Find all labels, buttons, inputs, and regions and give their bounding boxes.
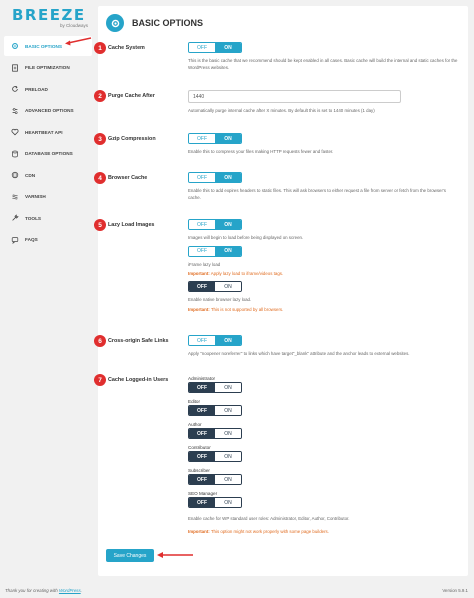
role-toggle[interactable] <box>188 497 242 508</box>
toggle-off[interactable]: OFF <box>189 134 215 143</box>
arrow-annotation-sidebar <box>64 36 92 46</box>
page-title: BASIC OPTIONS <box>132 18 204 28</box>
sidebar-item-tools[interactable] <box>4 208 92 228</box>
toggle-on[interactable]: ON <box>215 498 241 507</box>
sidebar-item-label: FILE OPTIMIZATION <box>25 65 70 70</box>
sidebar-item-label: BASIC OPTIONS <box>25 43 62 49</box>
option-description: Enable this to compress your files making HTTP requests fewer and faster. <box>188 149 334 154</box>
sidebar-item-cdn[interactable] <box>4 165 92 185</box>
gear-icon <box>10 42 19 51</box>
native-warning: Important: This is not supported by all browsers. <box>188 306 284 312</box>
toggle-on[interactable]: ON <box>215 220 241 229</box>
page-header <box>106 14 203 32</box>
role-label: Administrator <box>188 376 216 381</box>
iframe-lazy-load-toggle[interactable] <box>188 246 242 257</box>
sidebar-item-label: VARNISH <box>25 194 46 199</box>
role-toggle[interactable] <box>188 451 242 462</box>
lazy-load-toggle[interactable] <box>188 219 242 230</box>
sidebar-item-varnish[interactable] <box>4 187 92 207</box>
role-contributor <box>188 445 458 462</box>
database-icon <box>10 149 19 158</box>
role-label: SEO Manager <box>188 491 218 496</box>
sidebar <box>0 0 96 598</box>
settings-icon <box>10 106 19 115</box>
browser-cache-toggle[interactable] <box>188 172 242 183</box>
sidebar-item-heartbeat-api[interactable] <box>4 122 92 142</box>
sidebar-item-preload[interactable] <box>4 79 92 99</box>
step-marker: 1 <box>94 42 106 54</box>
arrow-annotation-save <box>156 551 194 559</box>
role-label: Contributor <box>188 445 211 450</box>
toggle-on[interactable]: ON <box>215 247 241 256</box>
role-label: Author <box>188 422 202 427</box>
sidebar-item-advanced-options[interactable] <box>4 101 92 121</box>
toggle-on[interactable]: ON <box>215 452 241 461</box>
option-label: Browser Cache <box>108 175 148 181</box>
toggle-on[interactable]: ON <box>215 43 241 52</box>
role-toggle[interactable] <box>188 405 242 416</box>
role-author <box>188 422 458 439</box>
option-description: Apply "noopener noreferrer" to links which have target"_blank" attribute and the anchor leads to external websites. <box>188 351 410 356</box>
option-label: Cross-origin Safe Links <box>108 338 169 344</box>
option-description: Enable this to add expires headers to static files. This will ask browsers to either request a file from server or fetch from the browser's cache. <box>188 188 446 200</box>
role-toggle[interactable] <box>188 382 242 393</box>
footer-credit: Thank you for creating with WordPress. <box>5 588 82 593</box>
sidebar-item-label: CDN <box>25 172 36 178</box>
option-description: Automatically purge internal cache after X minutes. By default this is set to 1440 minutes (1 day) <box>188 108 375 113</box>
page-builder-warning: Important: This option might not work properly with some page builders. <box>188 528 329 534</box>
cache-system-toggle[interactable] <box>188 42 242 53</box>
faq-icon <box>10 235 19 244</box>
step-marker: 4 <box>94 172 106 184</box>
gear-icon <box>106 14 124 32</box>
option-description: Images will begin to load before being displayed on screen. <box>188 235 304 240</box>
toggle-on[interactable]: ON <box>215 134 241 143</box>
toggle-on[interactable]: ON <box>215 406 241 415</box>
option-description: Enable cache for WP standard user roles: Administrator, Editor, Author, Contributor. <box>188 516 350 521</box>
toggle-off[interactable]: OFF <box>189 173 215 182</box>
sidebar-item-label: HEARTBEAT API <box>25 129 63 135</box>
role-seo-manager <box>188 491 458 508</box>
step-marker: 5 <box>94 219 106 231</box>
toggle-on[interactable]: ON <box>215 429 241 438</box>
toggle-on[interactable]: ON <box>215 383 241 392</box>
toggle-on[interactable]: ON <box>215 173 241 182</box>
toggle-off[interactable]: OFF <box>189 282 215 291</box>
role-editor <box>188 399 458 416</box>
toggle-off[interactable]: OFF <box>189 43 215 52</box>
save-button[interactable]: Save Changes <box>106 549 154 562</box>
brand-sub: by Cloudways <box>59 23 88 28</box>
globe-icon <box>10 171 19 180</box>
option-label: Cache Logged-in Users <box>108 377 169 383</box>
heart-icon <box>10 128 19 137</box>
toggle-off[interactable]: OFF <box>189 429 215 438</box>
cross-origin-toggle[interactable] <box>188 335 242 346</box>
file-icon <box>10 63 19 72</box>
option-label: Purge Cache After <box>108 93 155 99</box>
sidebar-item-faqs[interactable] <box>4 230 92 250</box>
step-marker: 7 <box>94 374 106 386</box>
toggle-off[interactable]: OFF <box>189 220 215 229</box>
role-label: Subscriber <box>188 468 210 473</box>
option-label: Cache System <box>108 45 145 51</box>
native-lazy-load-description: Enable native browser lazy load. <box>188 297 252 302</box>
toggle-off[interactable]: OFF <box>189 475 215 484</box>
main-panel <box>98 6 468 576</box>
sidebar-item-label: ADVANCED OPTIONS <box>25 108 74 113</box>
step-marker: 3 <box>94 133 106 145</box>
toggle-off[interactable]: OFF <box>189 247 215 256</box>
tools-icon <box>10 214 19 223</box>
role-toggle[interactable] <box>188 474 242 485</box>
sidebar-item-label: PRELOAD <box>25 86 48 92</box>
role-toggle[interactable] <box>188 428 242 439</box>
option-description: This is the basic cache that we recommend should be kept enabled in all cases. Basic cache will build the internal and static caches for the WordPress websites. <box>188 58 458 70</box>
version-label: Version 5.9.1 <box>442 588 468 593</box>
toggle-off[interactable]: OFF <box>189 498 215 507</box>
brand-name: BREEZE <box>12 6 86 24</box>
step-marker: 2 <box>94 90 106 102</box>
option-label: Gzip Compression <box>108 136 156 142</box>
role-administrator <box>188 376 458 393</box>
toggle-on[interactable]: ON <box>215 336 241 345</box>
step-marker: 6 <box>94 335 106 347</box>
toggle-on[interactable]: ON <box>215 475 241 484</box>
sidebar-item-label: TOOLS <box>25 215 42 221</box>
varnish-icon <box>10 192 19 201</box>
sidebar-item-label: FAQS <box>25 237 38 242</box>
gzip-toggle[interactable] <box>188 133 242 144</box>
iframe-lazy-load-label: iFrame lazy load <box>188 261 221 267</box>
refresh-icon <box>10 85 19 94</box>
option-label: Lazy Load Images <box>108 222 155 228</box>
sidebar-item-label: DATABASE OPTIONS <box>25 151 73 156</box>
wordpress-link[interactable]: WordPress <box>58 588 81 593</box>
purge-cache-input[interactable]: 1440 <box>188 90 401 103</box>
sidebar-nav <box>4 36 92 251</box>
toggle-off[interactable]: OFF <box>189 452 215 461</box>
sidebar-item-file-optimization[interactable] <box>4 58 92 78</box>
toggle-off[interactable]: OFF <box>189 406 215 415</box>
native-lazy-load-toggle[interactable] <box>188 281 242 292</box>
iframe-warning: Important: Apply lazy load to iframe/videos tags. <box>188 271 284 276</box>
role-label: Editor <box>188 399 201 404</box>
role-subscriber <box>188 468 458 485</box>
brand-logo <box>12 6 92 28</box>
sidebar-item-database-options[interactable] <box>4 144 92 164</box>
toggle-on[interactable]: ON <box>215 282 241 291</box>
toggle-off[interactable]: OFF <box>189 336 215 345</box>
toggle-off[interactable]: OFF <box>189 383 215 392</box>
